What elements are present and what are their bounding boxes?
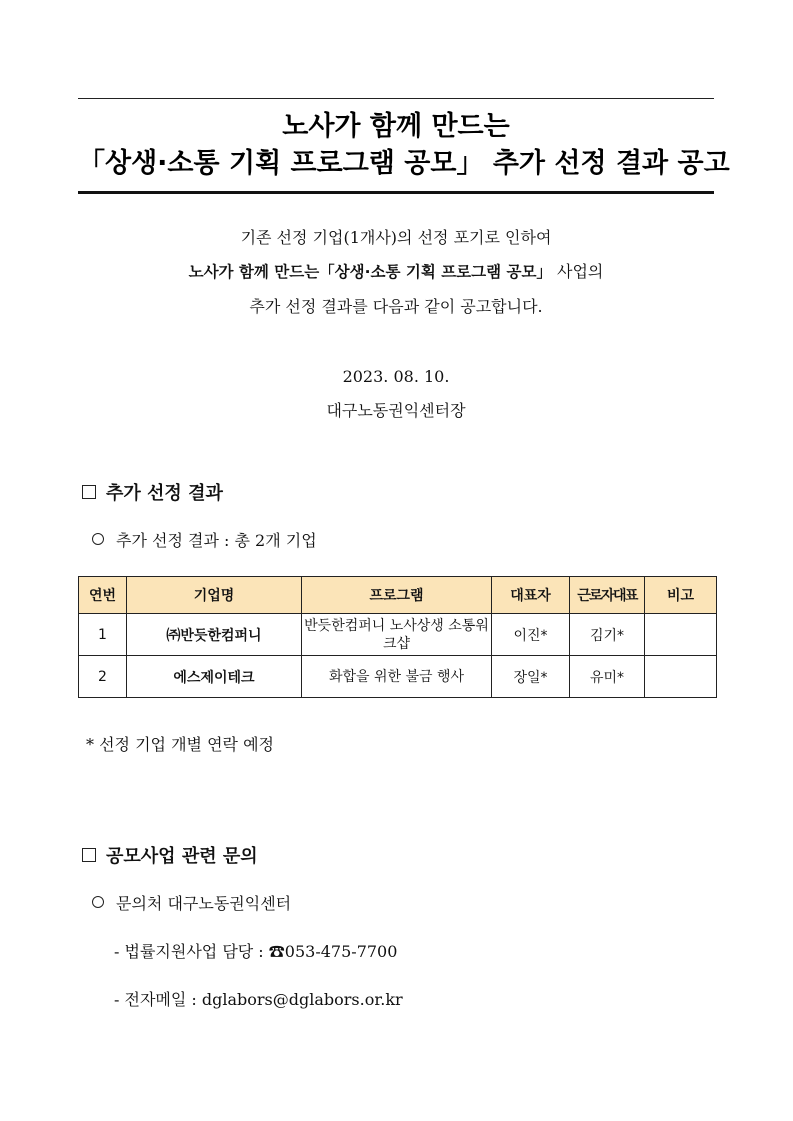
- header-program: 프로그램: [302, 577, 492, 614]
- table-row: [79, 614, 717, 656]
- section-heading-inquiry: [78, 845, 258, 869]
- cell-worker-representative: 김기*: [570, 614, 645, 656]
- inquiry-email: [114, 989, 403, 1011]
- title-line-2: 「상생·소통 기획 프로그램 공모」 추가 선정 결과 공고: [78, 148, 730, 179]
- section-heading-inquiry-text: 공모사업 관련 문의: [106, 846, 258, 867]
- table-row: [79, 656, 717, 698]
- header-remarks: 비고: [645, 577, 717, 614]
- inquiry-phone: [114, 941, 397, 963]
- results-table: [78, 576, 717, 698]
- circle-bullet-icon: [92, 533, 104, 545]
- cell-representative: 장일*: [492, 656, 570, 698]
- cell-representative: 이진*: [492, 614, 570, 656]
- square-bullet-icon: [82, 485, 96, 499]
- section-heading-results: [78, 482, 223, 506]
- header-company: 기업명: [127, 577, 302, 614]
- cell-number: 2: [79, 656, 127, 698]
- cell-company: 에스제이테크: [127, 656, 302, 698]
- intro-line-1: 기존 선정 기업(1개사)의 선정 포기로 인하여: [240, 228, 552, 247]
- header-representative: 대표자: [492, 577, 570, 614]
- results-summary-text: 추가 선정 결과 : 총 2개 기업: [116, 531, 317, 550]
- title-top-rule: [78, 98, 714, 99]
- inquiry-contact: [92, 893, 291, 915]
- header-number: 연번: [79, 577, 127, 614]
- email-address: dglabors@dglabors.or.kr: [201, 990, 403, 1009]
- intro-line-2: [78, 261, 714, 283]
- phone-label: - 법률지원사업 담당 :: [114, 942, 269, 961]
- selection-note: * 선정 기업 개별 연락 예정: [86, 735, 274, 754]
- cell-number: 1: [79, 614, 127, 656]
- cell-worker-representative: 유미*: [570, 656, 645, 698]
- notice-date: 2023. 08. 10.: [342, 367, 450, 386]
- section-heading-results-text: 추가 선정 결과: [106, 483, 223, 504]
- cell-remarks: [645, 614, 717, 656]
- cell-company: ㈜반듯한컴퍼니: [127, 614, 302, 656]
- cell-program: 화합을 위한 불금 행사: [302, 656, 492, 698]
- title-line-1: 노사가 함께 만드는: [282, 111, 510, 142]
- circle-bullet-icon: [92, 896, 104, 908]
- email-label: - 전자메일 :: [114, 990, 202, 1009]
- square-bullet-icon: [82, 848, 96, 862]
- results-summary: [92, 530, 317, 552]
- header-worker-representative: 근로자대표: [570, 577, 645, 614]
- table-header-row: [79, 577, 717, 614]
- inquiry-contact-text: 문의처 대구노동권익센터: [116, 894, 292, 913]
- cell-remarks: [645, 656, 717, 698]
- intro-line-2-rest: 사업의: [551, 262, 604, 281]
- cell-program: 반듯한컴퍼니 노사상생 소통워크샵: [302, 614, 492, 656]
- issuing-organization: 대구노동권익센터장: [326, 401, 466, 420]
- title-bottom-rule: [78, 191, 714, 194]
- intro-line-2-bold: 노사가 함께 만드는「상생·소통 기획 프로그램 공모」: [188, 263, 552, 281]
- phone-number: ☎053-475-7700: [268, 942, 398, 961]
- intro-line-3: 추가 선정 결과를 다음과 같이 공고합니다.: [249, 297, 543, 316]
